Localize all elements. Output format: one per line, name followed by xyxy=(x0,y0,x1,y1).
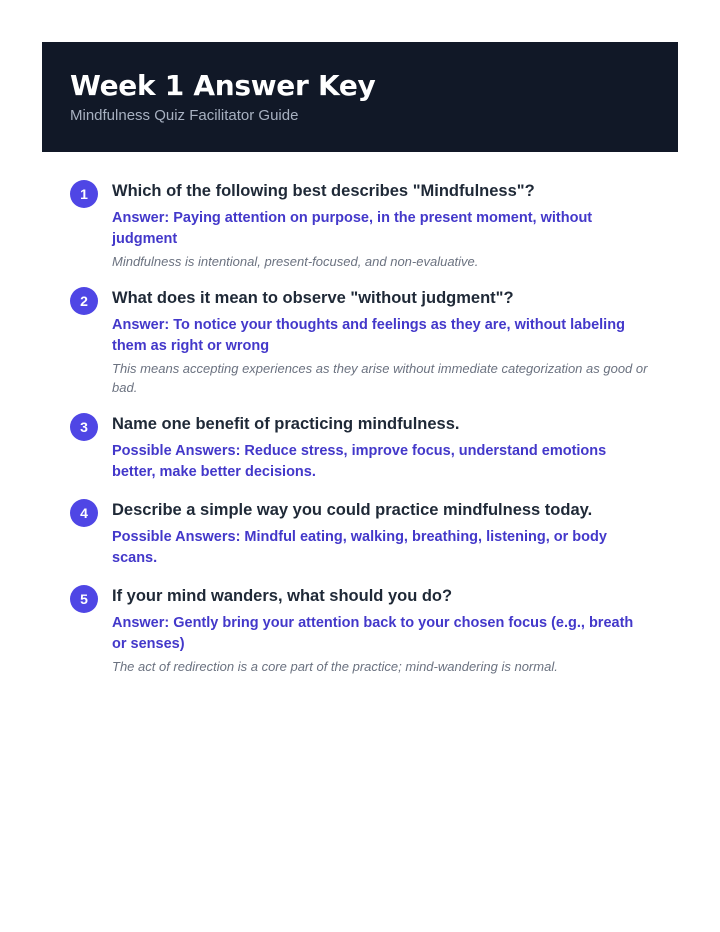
page-header xyxy=(42,42,678,152)
question-text: If your mind wanders, what should you do? xyxy=(112,587,453,605)
question-number-badge: 4 xyxy=(70,499,98,527)
answer-text: Possible Answers: Mindful eating, walking, breathing, listening, or body scans. xyxy=(112,529,607,566)
question-item-1 xyxy=(70,178,650,271)
question-item-3 xyxy=(70,411,650,483)
question-item-5 xyxy=(70,583,650,676)
question-text: Describe a simple way you could practice mindfulness today. xyxy=(112,501,593,519)
page-subtitle: Mindfulness Quiz Facilitator Guide xyxy=(70,107,299,124)
question-list xyxy=(70,178,650,690)
answer-text: Answer: Paying attention on purpose, in the present moment, without judgment xyxy=(112,210,593,247)
answer-note: Mindfulness is intentional, present-focused, and non-evaluative. xyxy=(112,254,479,269)
question-item-2 xyxy=(70,285,650,397)
question-text: What does it mean to observe "without judgment"? xyxy=(112,289,514,307)
question-number-badge: 5 xyxy=(70,585,98,613)
question-number-badge: 1 xyxy=(70,180,98,208)
question-number-badge: 3 xyxy=(70,413,98,441)
answer-text: Answer: To notice your thoughts and feelings as they are, without labeling them as right or wrong xyxy=(112,317,625,354)
question-item-4 xyxy=(70,497,650,569)
question-number-badge: 2 xyxy=(70,287,98,315)
question-text: Name one benefit of practicing mindfulness. xyxy=(112,415,460,433)
page-title: Week 1 Answer Key xyxy=(70,69,376,102)
answer-note: The act of redirection is a core part of the practice; mind-wandering is normal. xyxy=(112,659,558,674)
answer-note: This means accepting experiences as they arise without immediate categorization as good or bad. xyxy=(112,361,648,395)
question-text: Which of the following best describes "Mindfulness"? xyxy=(112,182,535,200)
answer-text: Answer: Gently bring your attention back to your chosen focus (e.g., breath or senses) xyxy=(112,615,634,652)
answer-text: Possible Answers: Reduce stress, improve focus, understand emotions better, make better decisions. xyxy=(112,443,607,480)
